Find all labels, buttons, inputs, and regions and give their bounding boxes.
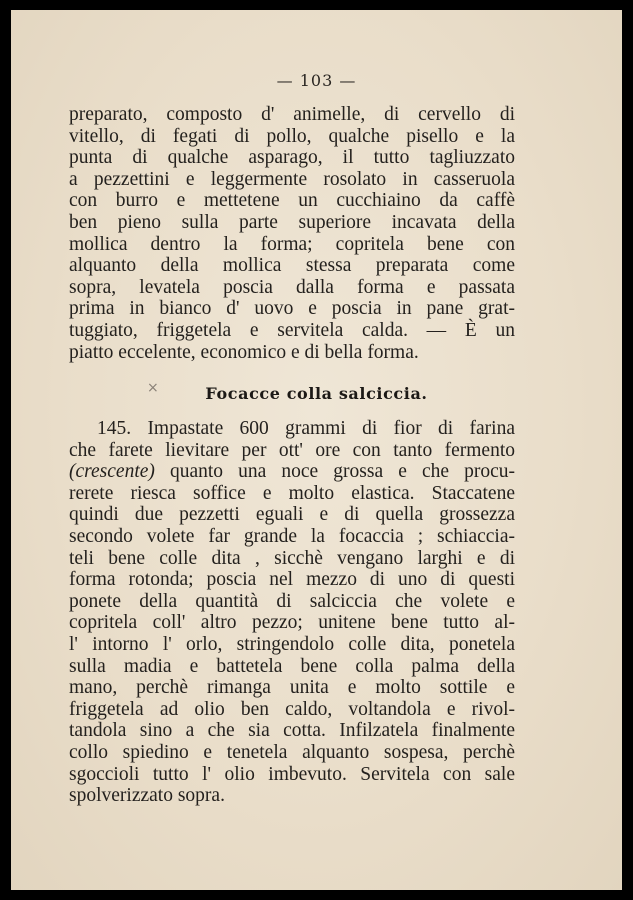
text-line: sopra, levatela poscia dalla forma e passata [69, 276, 515, 298]
recipe-heading: Focacce colla salciccia. [205, 384, 428, 403]
text-fragment: quanto una noce grossa e che procu- [154, 461, 515, 483]
text-line: quindi due pezzetti eguali e di quella grossezza [69, 504, 515, 526]
text-line: teli bene colle dita , sicchè vengano larghi e di [69, 547, 515, 569]
text-line: piatto eccelente, economico e di bella forma. [69, 341, 419, 363]
italic-term: (crescente) [69, 461, 155, 483]
paragraph-recipe-145 [69, 418, 515, 807]
text-line: vitello, di fegati di pollo, qualche pisello e la [69, 125, 515, 147]
text-line: a pezzettini e leggermente rosolato in casseruola [69, 168, 515, 190]
text-line: preparato, composto d' animelle, di cervello di [69, 104, 515, 125]
paragraph-recipe-continuation [69, 104, 515, 363]
text-line: rerete riesca soffice e molto elastica. Staccatene [69, 482, 515, 504]
text-line: che farete lievitare per ott' ore con tanto fermento [69, 439, 515, 461]
book-page [11, 10, 622, 890]
text-line: collo spiedino e tenetela alquanto sospesa, perchè [69, 741, 515, 763]
text-line: 145. Impastate 600 grammi di fior di farina [97, 418, 515, 439]
text-line: prima in bianco d' uovo e poscia in pane grat- [69, 298, 515, 320]
text-line: ben pieno sulla parte superiore incavata della [69, 211, 515, 233]
text-line: alquanto della mollica stessa preparata come [69, 255, 515, 277]
text-line: ponete della quantità di salciccia che volete e [69, 590, 515, 612]
text-line: forma rotonda; poscia nel mezzo di uno di questi [69, 569, 515, 591]
text-line [69, 461, 515, 483]
text-line: tandola sino a che sia cotta. Infilzatela finalmente [69, 720, 515, 742]
text-line: secondo volete far grande la focaccia ; schiaccia- [69, 525, 515, 547]
text-line: punta di qualche asparago, il tutto tagliuzzato [69, 147, 515, 169]
text-line: mollica dentro la forma; copritela bene con [69, 233, 515, 255]
text-line: mano, perchè rimanga unita e molto sottile e [69, 677, 515, 699]
text-line: sgoccioli tutto l' olio imbevuto. Servitela con sale [69, 763, 515, 785]
page-number: — 103 — [276, 71, 357, 90]
text-line: friggetela ad olio ben caldo, voltandola e rivol- [69, 698, 515, 720]
text-line: sulla madia e battetela bene colla palma della [69, 655, 515, 677]
pencil-mark: × [147, 380, 159, 396]
text-line: spolverizzato sopra. [69, 785, 225, 807]
text-line: copritela coll' altro pezzo; unitene bene tutto al- [69, 612, 515, 634]
text-line: l' intorno l' orlo, stringendolo colle dita, ponetela [69, 633, 515, 655]
text-line: tuggiato, friggetela e servitela calda. — È un [69, 319, 515, 341]
text-line: con burro e mettetene un cucchiaino da caffè [69, 190, 515, 212]
